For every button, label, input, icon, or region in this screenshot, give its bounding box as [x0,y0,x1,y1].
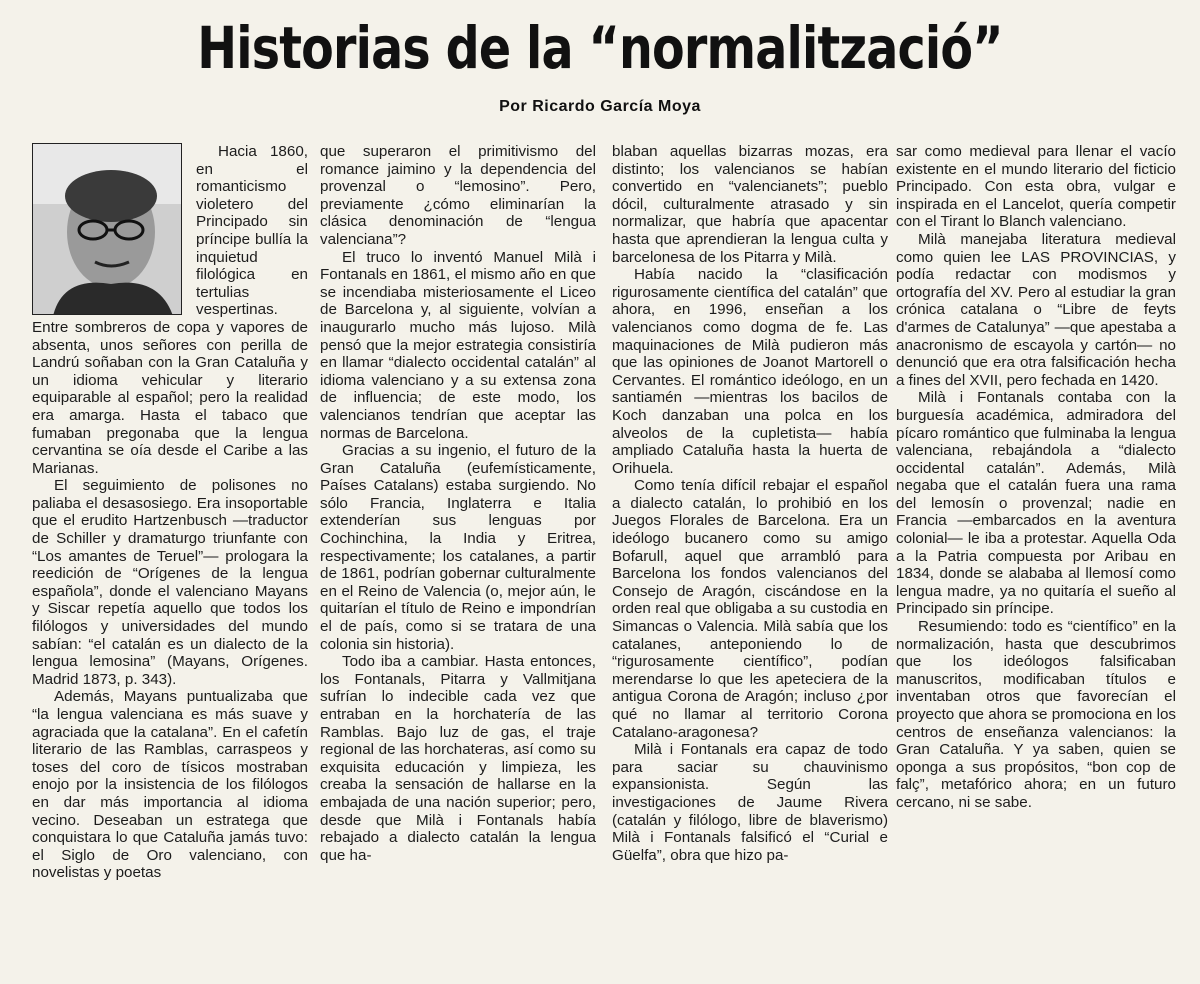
paragraph: Resumiendo: todo es “científico” en la normalización, hasta que descubrimos que los ideólogos falsificaban manuscritos, modificaban títulos e inventaban otros que favorecían el proyecto que ahora se promociona en los centros de enseñanza valencianos: la Gran Cataluña. Y ya saben, quien se oponga a sus propósitos, “bon cop de falç”, metafórico ahora; en un futuro cercano, ni se sabe. [896,618,1176,811]
column-1 [32,143,308,882]
paragraph: Milà i Fontanals contaba con la burguesía académica, admiradora del pícaro romántico que fulminaba la lengua valenciana, rebajándola a “dialecto occidental catalán”. Además, Milà negaba que el catalán fuera una rama del lemosín o provenzal; nadie en Francia —embarcados en la aventura colonial— le iba a protestar. Aquella Oda a la Patria compuesta por Aribau en 1834, donde se alababa al llemosí como lengua madre, ya no quitaría el sueño al Principado sin príncipe. [896,389,1176,618]
paragraph: Milà i Fontanals era capaz de todo para saciar su chauvinismo expansionista. Según las investigaciones de Jaume Rivera (catalán y filólogo, libre de blaverismo) Milà i Fontanals falsificó el “Curial e Güelfa”, obra que hizo pa- [612,741,888,864]
paragraph: Gracias a su ingenio, el futuro de la Gran Cataluña (eufemísticamente, Países Catalans) estaba surgiendo. No sólo Francia, Inglaterra e Italia extenderían sus lenguas por Cochinchina, la India y Eritrea, respectivamente; los catalanes, a partir de 1861, podrían gobernar culturalmente en el Reino de Valencia (o, mejor aún, le quitarían el título de Reino e impondrían el de país, como si se tratara de una colonia sin historia). [320,442,596,653]
paragraph: blaban aquellas bizarras mozas, era distinto; los valencianos se habían convertido en “valencianets”; pueblo dócil, culturalmente atrasado y sin normalizar, que habría que apacentar hasta que aprendieran la lengua culta y barcelonesa de los Pitarra y Milà. [612,143,888,266]
paragraph: sar como medieval para llenar el vacío existente en el mundo literario del ficticio Principado. Con esta obra, vulgar e inspirada en el Lancelot, quería competir con el Tirant lo Blanch valenciano. [896,143,1176,231]
paragraph: Hacia 1860, en el romanticismo violetero del Principado sin príncipe bullía la inquietud filológica en tertulias vespertinas. Entre sombreros de copa y vapores de absenta, unos señores con perilla de Landrú soñaban con la Gran Cataluña y un idioma vehicular y literario equiparable al español; pero la realidad era amarga. Hasta el tabaco que fumaban pregonaba que la lengua cervantina se oía desde el Caribe a las Marianas. [32,143,308,477]
paragraph: Como tenía difícil rebajar el español a dialecto catalán, lo prohibió en los Juegos Florales de Barcelona. Era un ideólogo bucanero como su amigo Bofarull, aquel que arrambló para Barcelona los fondos valencianos del Consejo de Aragón, ciscándose en la orden real que obligaba a su custodia en Simancas o Valencia. Milà sabía que los catalanes, anteponiendo lo de “rigurosamente científico”, podían merendarse lo que les apeteciera de la antigua Corona de Aragón; incluso ¿por qué no llamar al territorio Corona Catalano-aragonesa? [612,477,888,741]
column-2 [320,143,596,864]
paragraph: El seguimiento de polisones no paliaba el desasosiego. Era insoportable que el erudito Hartzenbusch —traductor de Schiller y dramaturgo triunfante con “Los amantes de Teruel”— prologara la reedición de “Orígenes de la lengua española”, donde el valenciano Mayans y Siscar repetía aquello que todos los filólogos y universidades del mundo sabían: “el catalán es un dialecto de la lengua lemosina” (Mayans, Orígenes. Madrid 1873, p. 343). [32,477,308,688]
column-4 [896,143,1176,812]
paragraph: El truco lo inventó Manuel Milà i Fontanals en 1861, el mismo año en que se incendiaba misteriosamente el Liceo de Barcelona y, al siguiente, volvían a inaugurarlo mucho más lujoso. Milà pensó que la mejor estrategia consistiría en llamar “dialecto occidental catalán” al idioma valenciano y a su extensa zona de influencia; de este modo, los valencianos tendrían que aceptar las normas de Barcelona. [320,248,596,442]
paragraph: que superaron el primitivismo del romance jaimino y la dependencia del provenzal o “lemosino”. Pero, previamente ¿cómo eliminarían la clásica denominación de “lengua valenciana”? [320,143,596,248]
article-byline: Por Ricardo García Moya [499,98,701,115]
article-title: Historias de la “normalització” [197,14,1003,82]
paragraph: Todo iba a cambiar. Hasta entonces, los Fontanals, Pitarra y Vallmitjana sufrían lo indecible cada vez que entraban en la horchatería de las Ramblas. Bajo luz de gas, el traje regional de las horchateras, así como su exquisita educación y limpieza, les creaba la sensación de hallarse en la embajada de una nación superior; pero, desde que Milà i Fontanals había rebajado a dialecto catalán la lengua que ha- [320,653,596,864]
paragraph: Había nacido la “clasificación rigurosamente científica del catalán” que ahora, en 1996, enseñan a los valencianos como dogma de fe. Las maquinaciones de Milà pudieron más que las opiniones de Joanot Martorell o Cervantes. El romántico ideólogo, en un santiamén —mientras los bacilos de Koch danzaban una polca en los alveolos de la cupletista— había ampliado Cataluña hasta la huerta de Orihuela. [612,266,888,477]
paragraph: Además, Mayans puntualizaba que “la lengua valenciana es más suave y agraciada que la catalana”. En el cafetín literario de las Ramblas, carraspeos y toses del coro de tísicos mostraban enojo por la insistencia de los filólogos en dar más importancia al idioma vecino. Deseaban un estratega que conquistara lo que Cataluña jamás tuvo: el Siglo de Oro valenciano, con novelistas y poetas [32,688,308,882]
author-photo [32,143,182,315]
paragraph: Milà manejaba literatura medieval como quien lee LAS PROVINCIAS, y podía redactar con modismos y ortografía del XV. Pero al estudiar la gran crónica catalana o “Libre de feyts d'armes de Catalunya” —que apestaba a anacronismo de escayola y cartón— no denunció que era otra falsificación hecha a fines del XVII, pero fechada en 1420. [896,230,1176,389]
column-3 [612,143,888,864]
